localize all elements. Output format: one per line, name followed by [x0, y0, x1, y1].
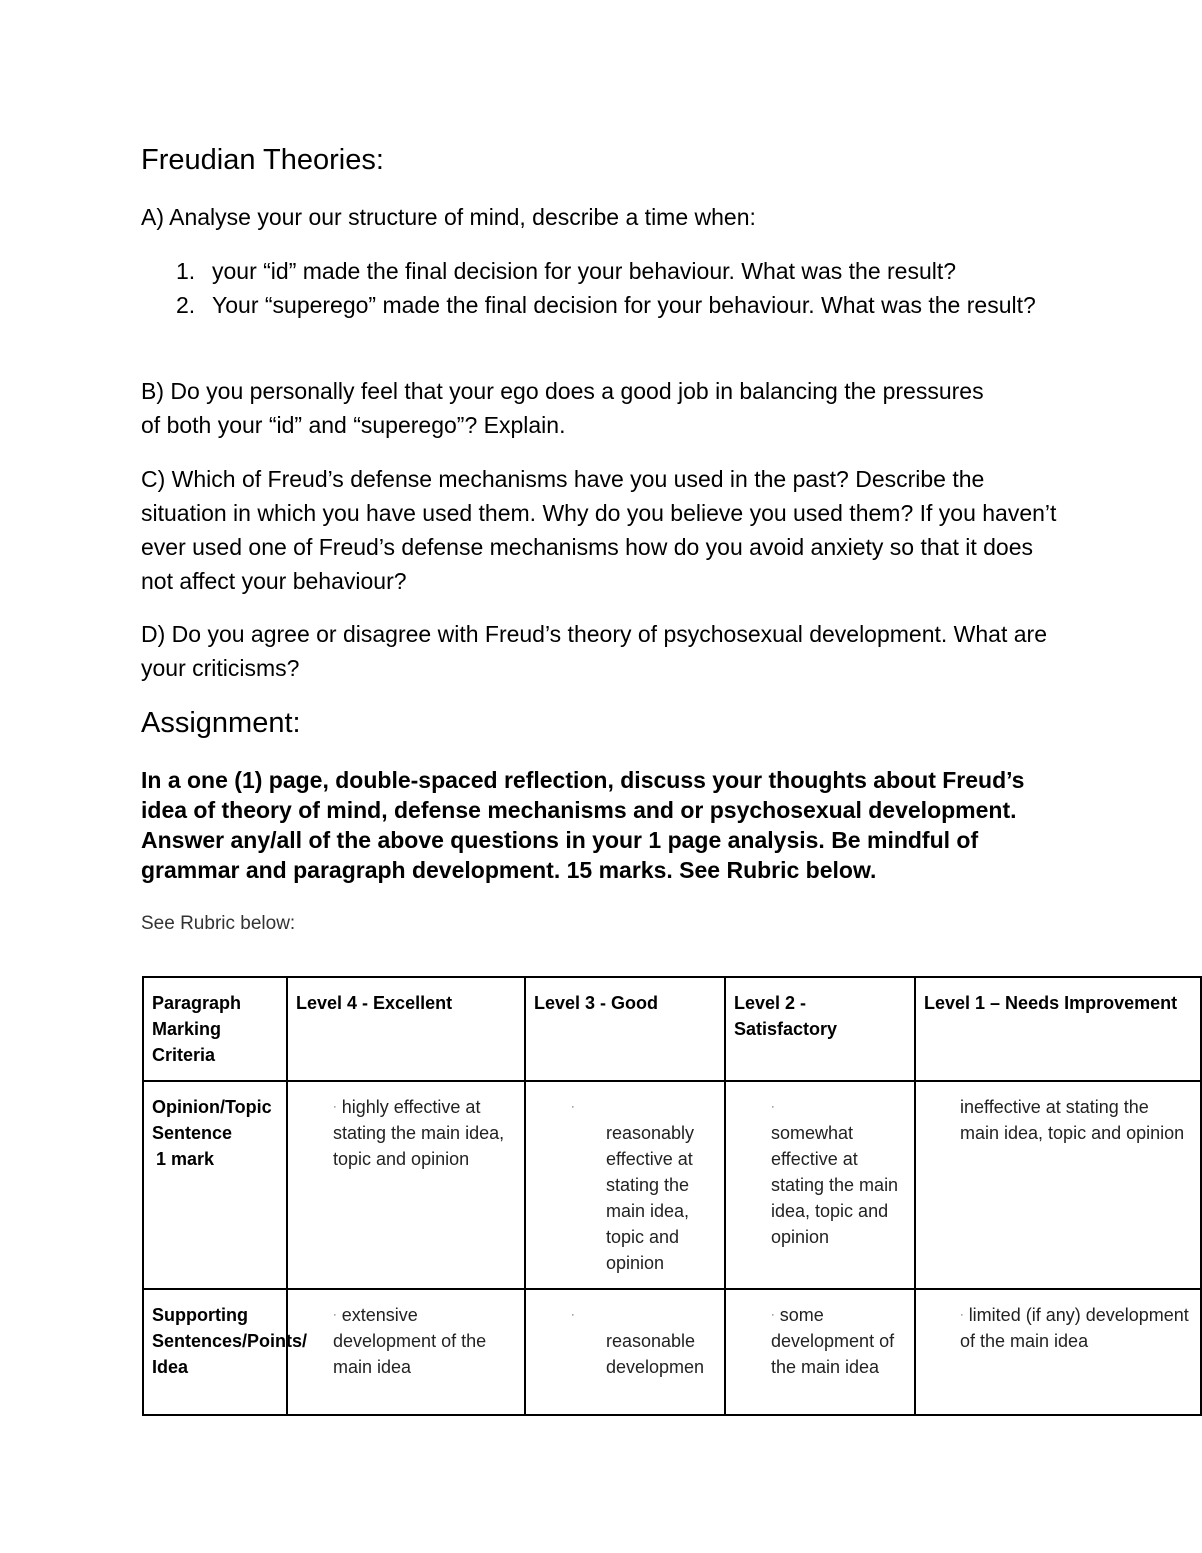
table-row [143, 1081, 1201, 1289]
header-level-2-text: Level 2 - Satisfactory [734, 993, 838, 1039]
level-2-cell [725, 1289, 915, 1415]
section-a-list [176, 254, 1076, 322]
level-4-cell [287, 1081, 525, 1289]
level-4-text: extensive development of the main idea [333, 1305, 487, 1377]
section-b-question: B) Do you personally feel that your ego does a good job in balancing the pressures of both your “id” and “superego”? Explain. [141, 378, 984, 438]
see-rubric-note: See Rubric below: [141, 913, 296, 934]
level-3-text: reasonably effective at stating the main idea, topic and opinion [606, 1123, 695, 1273]
criteria-name: Supporting Sentences/Points/ Idea [152, 1305, 308, 1377]
header-level-1-text: Level 1 – Needs Improvement [924, 993, 1178, 1013]
level-1-cell [915, 1289, 1201, 1415]
table-row [143, 1289, 1201, 1415]
bullet-icon: · [771, 1101, 775, 1113]
heading-assignment: Assignment: [141, 707, 301, 739]
level-3-text: reasonable developmen [606, 1331, 705, 1377]
header-level-4-text: Level 4 - Excellent [296, 993, 453, 1013]
rubric-header-row [143, 977, 1201, 1081]
list-item [176, 288, 1076, 322]
list-number: 2. [176, 292, 196, 318]
bullet-icon: · [771, 1309, 775, 1321]
header-criteria-text: Paragraph Marking Criteria [152, 993, 242, 1065]
section-c-question: C) Which of Freud’s defense mechanisms have you used in the past? Describe the situation in which you have used them. Why do you believe you used them? If you haven’t ever used one of Freud’s defense mechanisms how do you avoid anxiety so that it does not affect your behaviour? [141, 466, 1057, 594]
bullet-icon: · [333, 1101, 337, 1113]
level-2-cell [725, 1081, 915, 1289]
header-level-2 [725, 977, 915, 1081]
level-2-text: somewhat effective at stating the main idea, topic and opinion [771, 1123, 899, 1247]
list-number: 1. [176, 258, 196, 284]
rubric-table [142, 976, 1202, 1416]
header-criteria [143, 977, 287, 1081]
header-level-3-text: Level 3 - Good [534, 993, 659, 1013]
header-level-1 [915, 977, 1201, 1081]
level-3-cell [525, 1081, 725, 1289]
heading-freudian-theories: Freudian Theories: [141, 144, 384, 176]
list-text: Your “superego” made the final decision for your behaviour. What was the result? [212, 292, 1036, 318]
row-criteria-cell [143, 1289, 308, 1415]
level-1-cell [915, 1081, 1201, 1289]
level-4-text: highly effective at stating the main idea, topic and opinion [333, 1097, 505, 1169]
criteria-marks: 1 mark [156, 1149, 215, 1169]
level-1-text: limited (if any) development of the main idea [960, 1305, 1189, 1351]
bullet-icon: · [571, 1101, 575, 1113]
row-criteria-cell [143, 1081, 287, 1289]
section-d-question: D) Do you agree or disagree with Freud’s theory of psychosexual development. What are your criticisms? [141, 621, 1047, 681]
header-level-3 [525, 977, 725, 1081]
criteria-name: Opinion/Topic Sentence [152, 1097, 272, 1143]
level-2-text: some development of the main idea [771, 1305, 895, 1377]
bullet-icon: · [960, 1309, 964, 1321]
list-text: your “id” made the final decision for your behaviour. What was the result? [212, 258, 957, 284]
level-4-cell [287, 1289, 525, 1415]
section-a-prompt: A) Analyse your our structure of mind, describe a time when: [141, 204, 756, 230]
level-3-cell [525, 1289, 725, 1415]
assignment-instructions: In a one (1) page, double-spaced reflection, discuss your thoughts about Freud’s idea of theory of mind, defense mechanisms and or psychosexual development. Answer any/all of the above questions in your 1 page analysis. Be mindful of grammar and paragraph development. 15 marks. See Rubric below. [141, 767, 1025, 883]
header-level-4 [287, 977, 525, 1081]
bullet-icon: · [571, 1309, 575, 1321]
level-1-text: ineffective at stating the main idea, topic and opinion [960, 1097, 1185, 1143]
bullet-icon: · [333, 1309, 337, 1321]
list-item [176, 254, 1076, 288]
